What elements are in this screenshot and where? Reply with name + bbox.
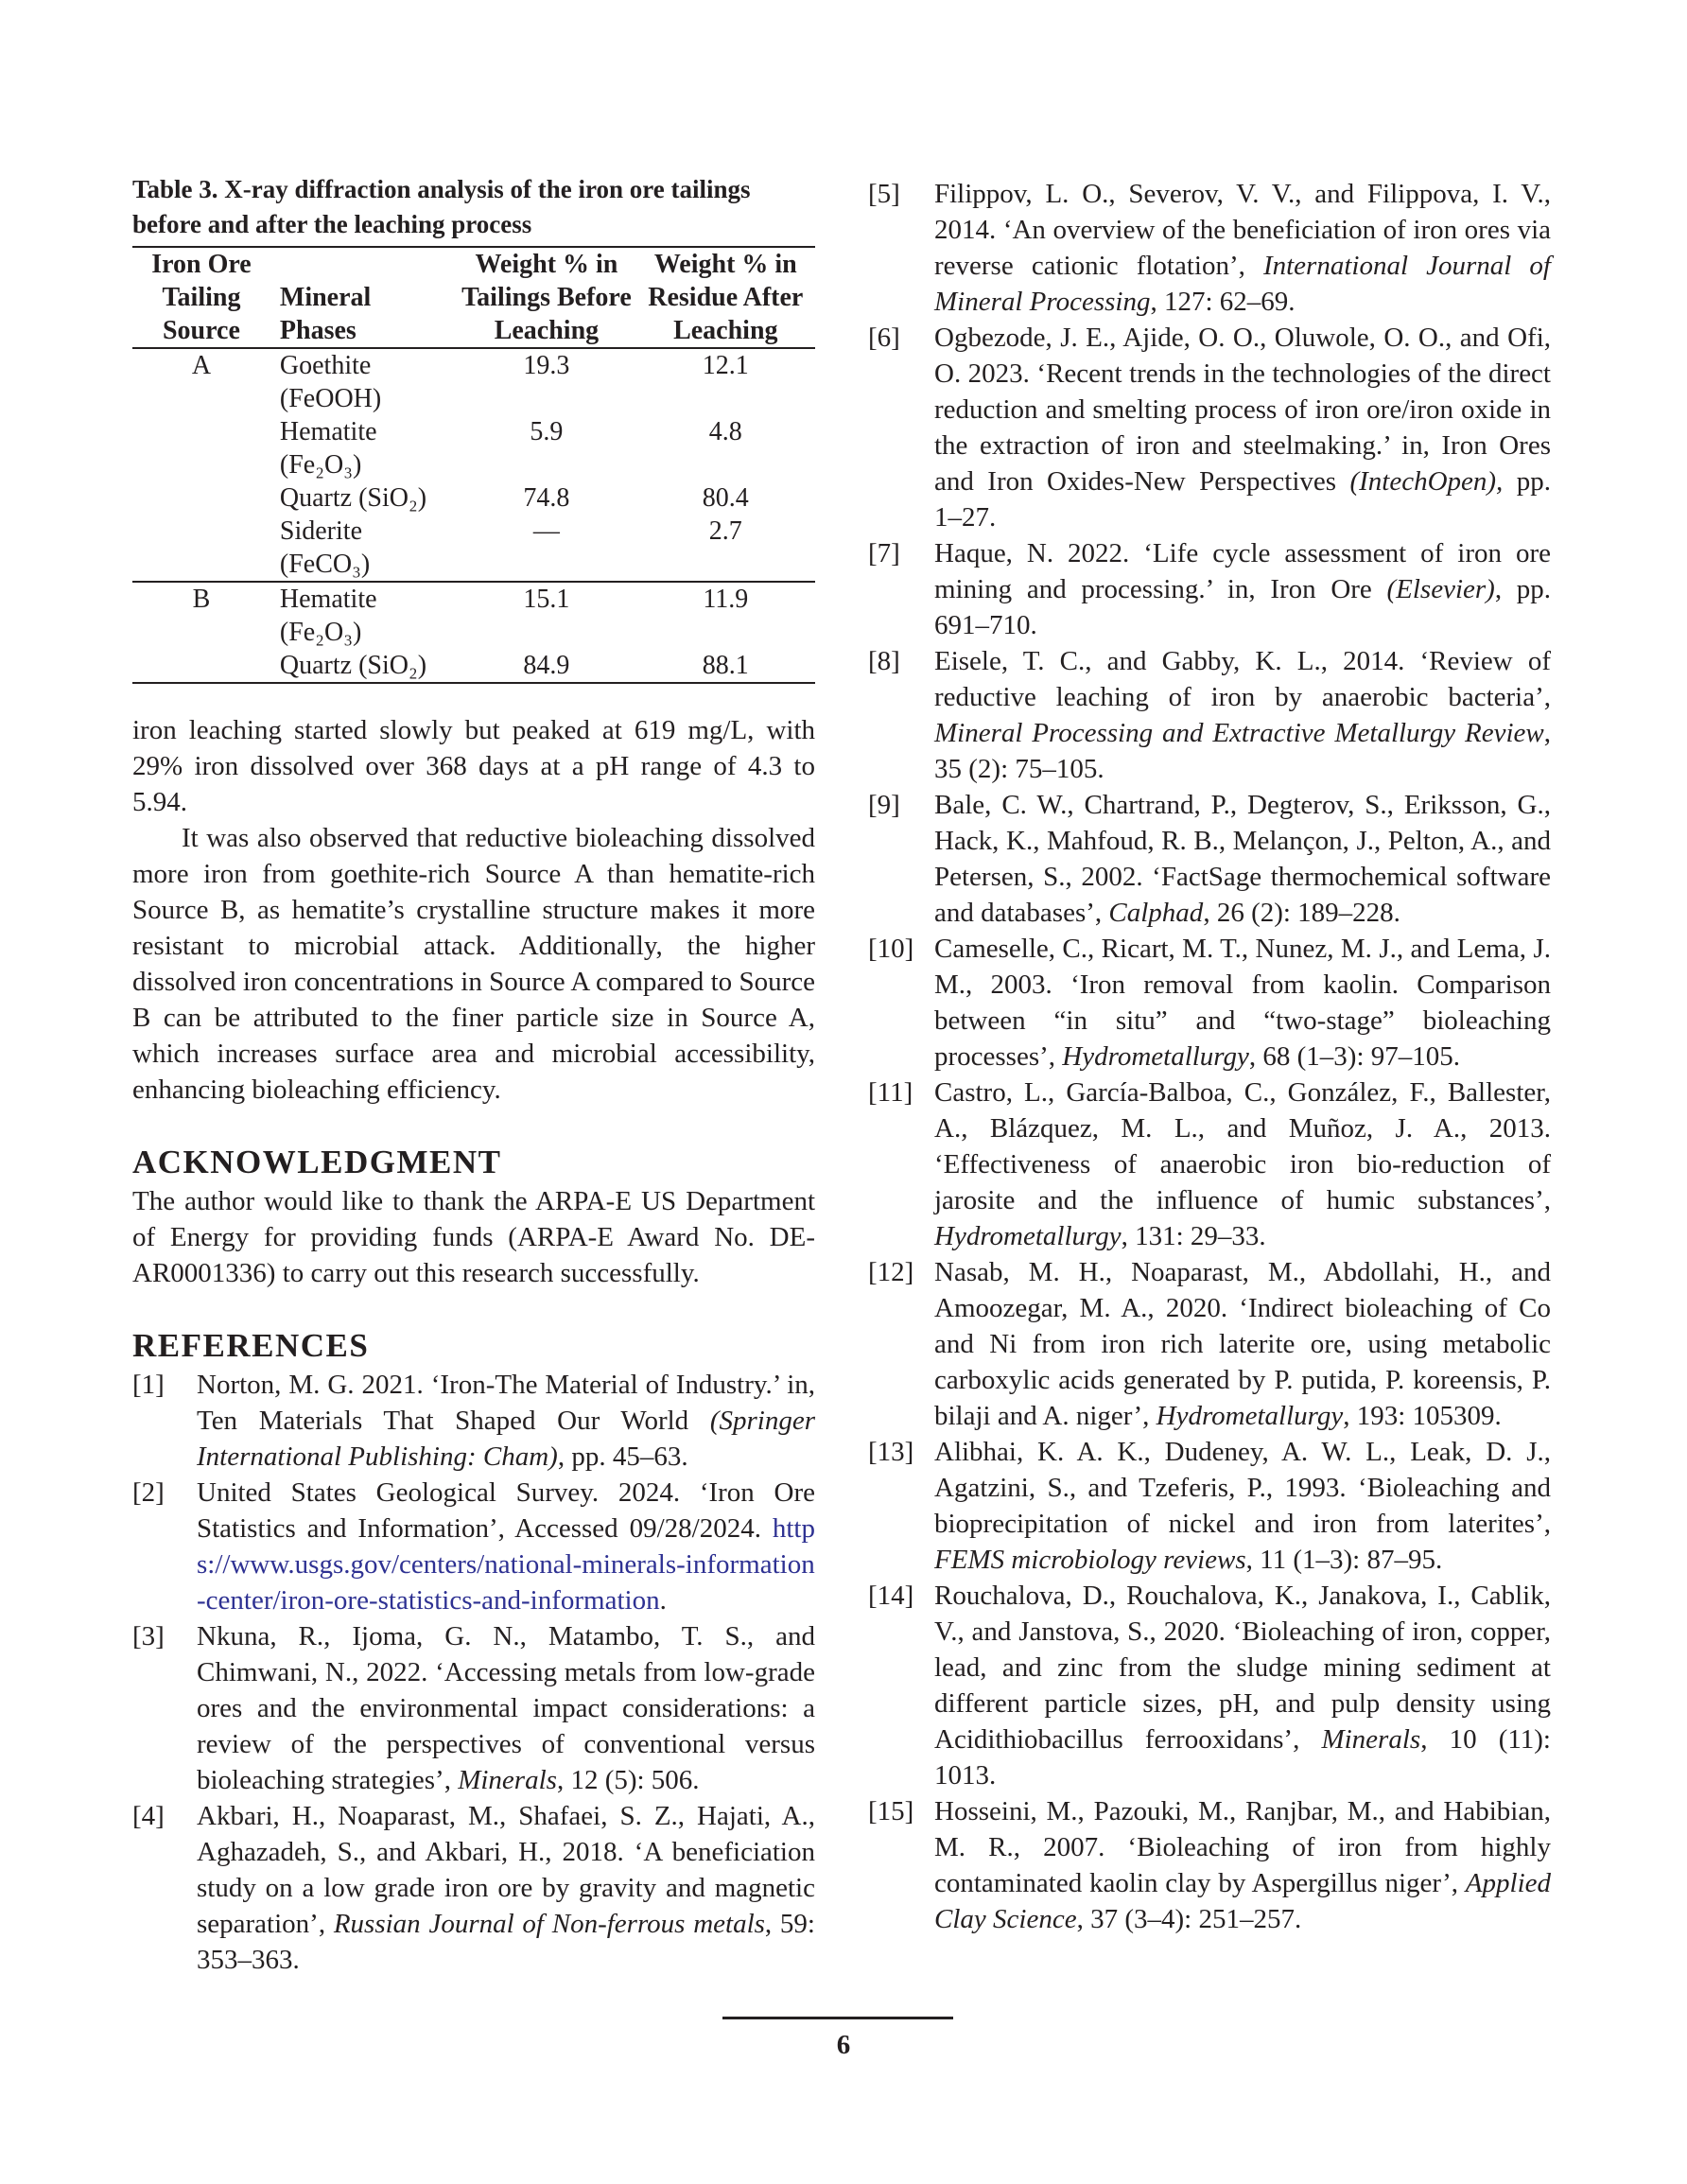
page-number: 6 [836,2030,851,2060]
reference-item: [11] Castro, L., García-Balboa, C., González, F., Ballester, A., Blázquez, M. L., and Muñoz, J. A., 2013. ‘Effectiveness of anaerobic iron bio-reduction of jarosite and the influence of humic substances’, Hydrometallurgy, 131: 29–33. [868,1077,1551,1251]
cell-after: 12.1 [702,351,749,380]
cell-after: 88.1 [702,651,749,680]
cell-mineral: Quartz (SiO₂) [279,483,427,513]
body-paragraph-2: It was also observed that reductive bioleaching dissolved more iron from goethite-rich Source A than hematite-rich Source B, as hematite’s crystalline structure makes it more resistant to microbial attack. Additionally, the higher dissolved iron concentrations in Source A compared to Source B can be attributed to the finer particle size in Source A, which increases surface area and microbial accessibility, enhancing bioleaching efficiency. [132,823,815,1105]
cell-before: 84.9 [523,651,570,680]
cell-after: 2.7 [708,516,742,546]
table-row [132,481,815,515]
body-paragraph-1: iron leaching started slowly but peaked at 619 mg/L, with 29% iron dissolved over 368 days at a pH range of 4.3 to 5.94. [132,715,815,817]
acknowledgment-heading: ACKNOWLEDGMENT [132,1144,502,1180]
table-row [132,515,815,582]
cell-source [132,515,270,582]
footer-rule [722,2017,953,2019]
header-weight-before: Weight % in Tailings Before Leaching [461,250,632,345]
cell-mineral: Hematite (Fe₂O₃) [279,417,377,480]
header-weight-after: Weight % in Residue After Leaching [648,250,804,345]
reference-item: [2] United States Geological Survey. 2024. ‘Iron Ore Statistics and Information’, Accessed 09/28/2024. https://www.usgs.gov/centers/national-minerals-information-center/iron-ore-statistics-and-information. [132,1477,815,1616]
cell-before: 19.3 [523,351,570,380]
reference-item: [9] Bale, C. W., Chartrand, P., Degterov, S., Eriksson, G., Hack, K., Mahfoud, R. B., Melançon, J., Pelton, A., and Petersen, S., 2002. ‘FactSage thermochemical software and databases’, Calphad, 26 (2): 189–228. [868,790,1551,928]
cell-source [132,415,270,481]
table-row [132,348,815,415]
header-source: Iron Ore Tailing Source [151,250,252,345]
table-caption-line-2: before and after the leaching process [132,210,532,238]
table-caption-line-1: Table 3. X-ray diffraction analysis of the iron ore tailings [132,175,751,203]
reference-item: [14] Rouchalova, D., Rouchalova, K., Janakova, I., Cablik, V., and Janstova, S., 2020. ‘Bioleaching of iron, copper, lead, and zinc from the sludge mining sediment at different particle sizes, pH, and pulp density using Acidithiobacillus ferrooxidans’, Minerals, 10 (11): 1013. [868,1581,1551,1791]
reference-item: [7] Haque, N. 2022. ‘Life cycle assessment of iron ore mining and processing.’ in, Iron Ore (Elsevier), pp. 691–710. [868,538,1552,640]
reference-item: [13] Alibhai, K. A. K., Dudeney, A. W. L., Leak, D. J., Agatzini, S., and Tzeferis, P., 1993. ‘Bioleaching and bioprecipitation of nickel and iron from laterites’, FEMS microbiology reviews, 11 (1–3): 87–95. [868,1437,1551,1575]
cell-source: B [192,585,211,614]
reference-link[interactable]: https://www.usgs.gov/centers/national-minerals-information-center/iron-ore-statistics-and-information [197,1513,815,1616]
table-row [132,649,815,683]
cell-before: 74.8 [523,483,570,513]
table-row [132,415,815,481]
right-column [868,176,1551,1937]
table-header-row [132,247,815,348]
table-caption [132,172,815,242]
references-heading: REFERENCES [132,1327,370,1364]
cell-mineral: Quartz (SiO₂) [279,651,427,680]
cell-mineral: Siderite (FeCO₃) [279,516,371,579]
reference-item: [1] Norton, M. G. 2021. ‘Iron-The Material of Industry.’ in, Ten Materials That Shaped Our World (Springer International Publishing: Cham), pp. 45–63. [132,1370,815,1472]
cell-after: 4.8 [708,417,742,446]
header-mineral: Mineral Phases [279,283,372,345]
cell-before: 15.1 [523,585,570,614]
cell-source [132,481,270,515]
reference-item: [3] Nkuna, R., Ijoma, G. N., Matambo, T. S., and Chimwani, N., 2022. ‘Accessing metals from low-grade ores and the environmental impact considerations: a review of the perspectives of conventional versus bioleaching strategies’, Minerals, 12 (5): 506. [132,1621,815,1795]
xrd-table [132,246,815,684]
left-column [132,172,815,1978]
acknowledgment-text: The author would like to thank the ARPA-E US Department of Energy for providing funds (ARPA-E Award No. DE-AR0001336) to carry out this research successfully. [132,1186,815,1288]
reference-item: [4] Akbari, H., Noaparast, M., Shafaei, S. Z., Hajati, A., Aghazadeh, S., and Akbari, H., 2018. ‘A beneficiation study on a low grade iron ore by gravity and magnetic separation’, Russian Journal of Non-ferrous metals, 59: 353–363. [132,1801,815,1975]
reference-item: [15] Hosseini, M., Pazouki, M., Ranjbar, M., and Habibian, M. R., 2007. ‘Bioleaching of iron from highly contaminated kaolin clay by Aspergillus niger’, Applied Clay Science, 37 (3–4): 251–257. [868,1796,1551,1934]
table-row [132,582,815,649]
cell-after: 80.4 [702,483,749,513]
cell-source [132,649,270,683]
reference-item: [12] Nasab, M. H., Noaparast, M., Abdollahi, H., and Amoozegar, M. A., 2020. ‘Indirect bioleaching of Co and Ni from iron rich laterite ore, using metabolic carboxylic acids generated by P. putida, P. koreensis, P. bilaji and A. niger’, Hydrometallurgy, 193: 105309. [868,1257,1551,1431]
cell-mineral: Hematite (Fe₂O₃) [279,585,377,647]
reference-item: [10] Cameselle, C., Ricart, M. T., Nunez, M. J., and Lema, J. M., 2003. ‘Iron removal from kaolin. Comparison between “in situ” and “two-stage” bioleaching processes’, Hydrometallurgy, 68 (1–3): 97–105. [868,934,1551,1072]
reference-item: [6] Ogbezode, J. E., Ajide, O. O., Oluwole, O. O., and Ofi, O. 2023. ‘Recent trends in the technologies of the direct reduction and smelting process of iron ore/iron oxide in the extraction of iron and steelmaking.’ in, Iron Ores and Iron Oxides-New Perspectives (IntechOpen), pp. 1–27. [868,323,1551,533]
cell-before: — [532,516,560,546]
cell-after: 11.9 [703,585,749,614]
reference-item: [5] Filippov, L. O., Severov, V. V., and Filippova, I. V., 2014. ‘An overview of the beneficiation of iron ores via reverse cationic flotation’, International Journal of Mineral Processing, 127: 62–69. [868,179,1551,317]
cell-mineral: Goethite (FeOOH) [279,351,382,413]
cell-before: 5.9 [530,417,564,446]
reference-item: [8] Eisele, T. C., and Gabby, K. L., 2014. ‘Review of reductive leaching of iron by anaerobic bacteria’, Mineral Processing and Extractive Metallurgy Review, 35 (2): 75–105. [868,646,1551,784]
cell-source: A [191,351,212,380]
